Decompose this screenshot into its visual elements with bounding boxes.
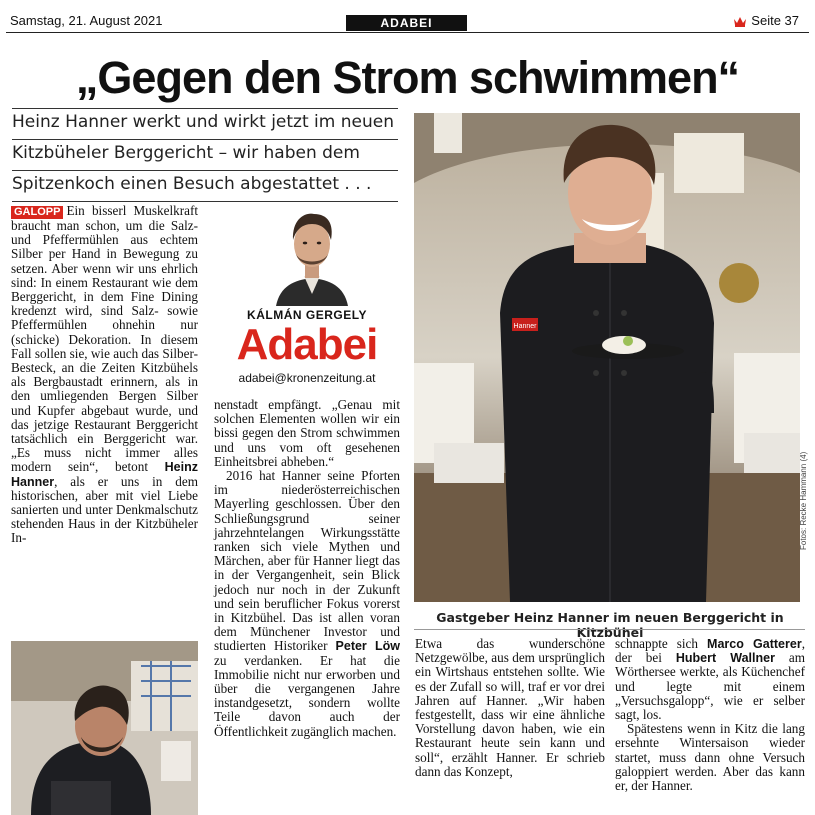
person-name: Marco Gatterer bbox=[707, 637, 802, 651]
section-tag: ADABEI bbox=[346, 15, 467, 31]
col2-text: 2016 hat Hanner seine Pforten im niederösterreichischen Mayerling geschlossen. Über den Schließungsgrund seiner jahrzehntelangen Wirkungsstätte ranken sich viele Mythen und Märchen, aber für Hanner liegt das in der Vergangenheit, sein Blick jedoch nur noch in der Zukunft und sein beruflicher Fokus vorerst in Kitzbühel. Das ist allen voran dem Münchener Investor und studierten Historiker bbox=[214, 468, 400, 654]
deck bbox=[12, 108, 398, 202]
article-column-4 bbox=[615, 637, 805, 793]
kicker-badge: GALOPP bbox=[11, 206, 63, 219]
person-name: Heinz Hanner bbox=[11, 460, 198, 489]
headline: „Gegen den Strom schwimmen“ bbox=[75, 52, 740, 103]
photo-credit: Fotos: Recke Hammann (4) bbox=[799, 451, 808, 550]
deck-line: Spitzenkoch einen Besuch abgestattet . . . bbox=[12, 171, 398, 202]
person-name: Peter Löw bbox=[335, 639, 400, 654]
author-portrait bbox=[270, 202, 354, 306]
article-column-3 bbox=[415, 637, 605, 779]
col2-paragraph: nenstadt empfängt. „Genau mit solchen Elementen wollen wir ein bissi gegen den Strom schwimmen und uns vom oft gesehenen Einheitsbrei abheben.“ bbox=[214, 397, 400, 469]
author-email: adabei@kronenzeitung.at bbox=[238, 371, 376, 385]
col1-rest: , als er uns in dem historischen, aber mit viel Liebe sanierten und unter Denkmalschutz stehenden Haus in der Kitzbüheler In- bbox=[11, 473, 198, 546]
main-photo bbox=[414, 113, 800, 602]
deck-line: Kitzbüheler Berggericht – wir haben dem bbox=[12, 140, 398, 171]
article-column-1 bbox=[11, 204, 198, 546]
deck-line: Heinz Hanner werkt und wirkt jetzt im neuen bbox=[12, 108, 398, 140]
col4-text: am Wörthersee werkte, als Küchenchef und legte mit einem „Versuchsgalopp“, wie er selber sagt, los. bbox=[615, 650, 806, 723]
crown-icon bbox=[733, 15, 747, 27]
person-name: Hubert Wallner bbox=[675, 651, 775, 666]
author-box bbox=[214, 198, 400, 390]
photo-caption: Gastgeber Heinz Hanner im neuen Berggericht in Kitzbühel bbox=[436, 610, 784, 640]
header-rule bbox=[6, 32, 809, 33]
col2-text: zu verdanken. Er hat die Immobilie nicht nur erworben und über die vergangenen Jahre instandgesetzt, sondern wollte Teile davon auch der Öffentlichkeit zugänglich machen. bbox=[214, 652, 400, 739]
col4-text: schnappte sich bbox=[615, 636, 698, 651]
jacket-logo: Hanner bbox=[513, 323, 537, 330]
column-brand: Adabei bbox=[236, 320, 378, 369]
col4-paragraph: Spätestens wenn in Kitz die lang ersehnte Wintersaison wieder startet, muss dann ohne Versuch galoppiert werden. Aber das kann er, der Hanner. bbox=[615, 721, 805, 794]
col3-paragraph: Etwa das wunderschöne Netzgewölbe, aus dem ursprünglich ein Wirtshaus entstehen sollte. Wie es der Zufall so will, traf er vor drei Jahren auf Hanner. „Wir haben festgestellt, dass wir eine ähnliche Vorstellung davon haben, wie ein Restaurant heute sein kann und soll“, erzählt Hanner. Er schrieb dann das Konzept, bbox=[415, 636, 605, 779]
col1-intro: Ein bisserl Muskelkraft braucht man schon, um die Salz- und Pfeffermühlen aus echtem Silber per Hand in Bewegung zu setzen. Aber wenn wir uns ehrlich sind: In einem Restaurant wie dem Berggericht, in dem Fine Dining kredenzt wird, sind Salz- sowie Pfeffermühlen ohnehin nur (schicke) Dekoration. In diesem Fall sollen sie, wie auch das Silber-Besteck, an die Zeiten Kitzbühels als Bergbaustadt erinnern, als in den umliegenden Bergen Silber und Kupfer abgebaut wurde, und das jetzige Restaurant Berggericht tatsächlich ein Berggericht war. „Es muss nicht immer alles modern sein“, betont bbox=[11, 203, 198, 475]
col4-text: , der bei bbox=[615, 636, 805, 666]
issue-date: Samstag, 21. August 2021 bbox=[10, 13, 163, 28]
page-number: Seite 37 bbox=[751, 13, 799, 28]
caption-rule bbox=[414, 629, 805, 630]
author-name: KÁLMÁN GERGELY bbox=[247, 308, 367, 322]
kitchen-photo bbox=[11, 641, 198, 815]
article-column-2 bbox=[214, 398, 400, 739]
